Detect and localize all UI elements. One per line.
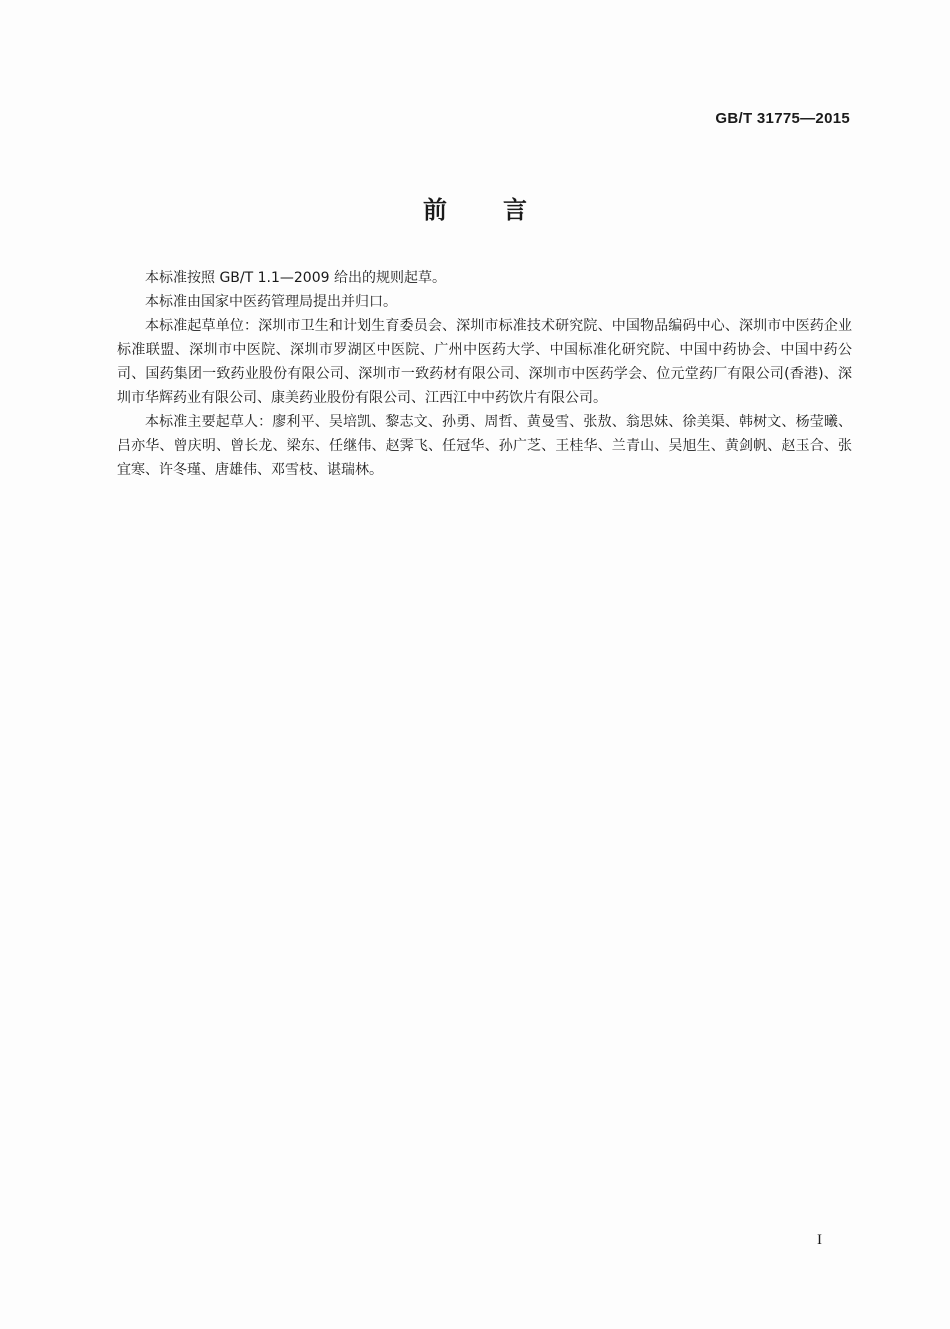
paragraph-proposer: 本标准由国家中医药管理局提出并归口。 xyxy=(145,294,397,310)
page-number: I xyxy=(817,1232,822,1248)
standard-number: GB/T 31775—2015 xyxy=(715,110,850,127)
paragraph-drafters: 本标准主要起草人：廖利平、吴培凯、黎志文、孙勇、周哲、黄曼雪、张敖、翁思妹、徐美渠、韩树文、杨莹曦、吕亦华、曾庆明、曾长龙、梁东、任继伟、赵霁飞、任冠华、孙广芝、王桂华、兰青山、吴旭生、黄剑帆、赵玉合、张宜寒、许冬瑾、唐雄伟、邓雪枝、谌瑞林。 xyxy=(117,414,852,478)
paragraph-drafting-rules: 本标准按照 GB/T 1.1—2009 给出的规则起草。 xyxy=(145,270,446,286)
paragraph-drafting-units: 本标准起草单位：深圳市卫生和计划生育委员会、深圳市标准技术研究院、中国物品编码中心、深圳市中医药企业标准联盟、深圳市中医院、深圳市罗湖区中医院、广州中医药大学、中国标准化研究院、中国中药协会、中国中药公司、国药集团一致药业股份有限公司、深圳市一致药材有限公司、深圳市中医药学会、位元堂药厂有限公司(香港)、深圳市华辉药业有限公司、康美药业股份有限公司、江西江中中药饮片有限公司。 xyxy=(117,318,852,406)
preface-body xyxy=(117,266,852,482)
page-title: 前言 xyxy=(423,196,583,224)
